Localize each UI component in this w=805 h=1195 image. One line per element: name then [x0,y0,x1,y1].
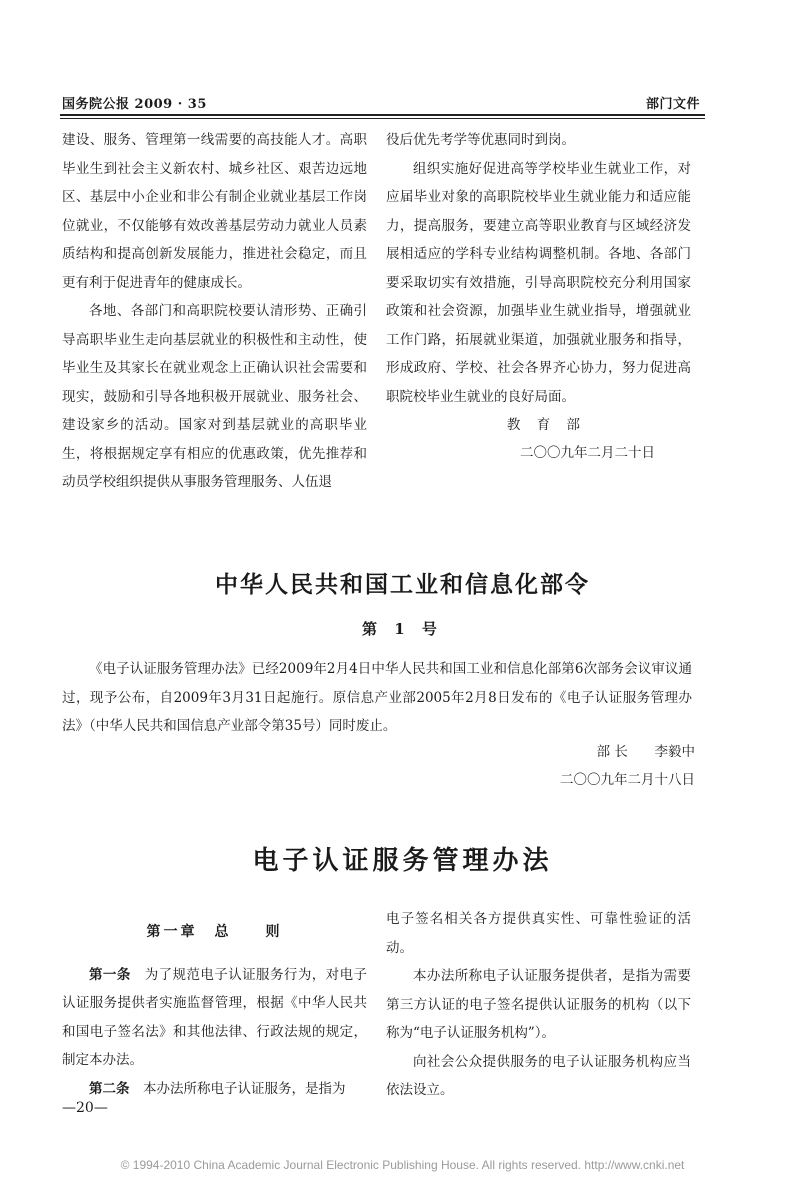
prev-paragraph: 建设、服务、管理第一线需要的高技能人才。高职毕业生到社会主义新农村、城乡社区、艰苦边远地区、基层中小企业和非公有制企业就业基层工作岗位就业，不仅能够有效改善基层劳动力就业人员素质结构和提高创新发展能力，推进社会稳定，而且更有利于促进青年的健康成长。 [62,132,367,291]
prev-sign-date: 二〇〇九年二月二十日 [520,445,655,461]
article-1 [62,961,367,1075]
order-number: 第 1 号 [362,620,443,638]
header-rule [60,114,705,116]
order-text: 《电子认证服务管理办法》已经2009年2月4日中华人民共和国工业和信息化部第6次部务会议审议通过，现予公布，自2009年3月31日起施行。原信息产业部2005年2月8日发布的《电子认证服务管理办法》（中华人民共和国信息产业部令第35号）同时废止。 [62,661,692,734]
order-title: 中华人民共和国工业和信息化部令 [215,571,590,598]
order-body [62,655,692,741]
law-title: 电子认证服务管理办法 [252,846,553,876]
order-sign-name: 李毅中 [654,744,695,760]
prev-left-column [62,126,367,497]
order-signature [395,738,695,794]
law-left-column [62,918,367,1103]
order-signer [395,738,695,766]
law-right-column [386,905,691,1105]
running-header-left: 国务院公报 2009 · 35 [62,97,207,112]
copyright-footer: © 1994-2010 China Academic Journal Electronic Publishing House. All rights reserved. http://www.cnki.net [120,1158,685,1172]
prev-sign-org: 教 育 部 [506,417,586,433]
article-text: 为了规范电子认证服务行为，对电子认证服务提供者实施监督管理，根据《中华人民共和国电子签名法》和其他法律、行政法规的规定，制定本办法。 [62,966,368,1068]
article-label: 第二条 [89,1080,130,1097]
prev-paragraph: 役后优先考学等优惠同时到岗。 [386,132,575,148]
article-continuation: 电子签名相关各方提供真实性、可靠性验证的活动。 [386,911,691,956]
article-text: 本办法所称电子认证服务，是指为 [143,1080,346,1097]
running-header-right: 部门文件 [645,97,700,112]
law-paragraph: 本办法所称电子认证服务提供者，是指为需要第三方认证的电子签名提供认证服务的机构（以下称为“电子认证服务机构”）。 [386,968,691,1041]
prev-paragraph: 各地、各部门和高职院校要认清形势、正确引导高职毕业生走向基层就业的积极性和主动性，使毕业生及其家长在就业观念上正确认识社会需要和现实，鼓励和引导各地积极开展就业、服务社会、建设家乡的活动。国家对到基层就业的高职毕业生，将根据规定享有相应的优惠政策，优先推荐和动员学校组织提供从事服务管理服务、人伍退 [62,303,367,490]
page-number: —20— [62,1100,108,1116]
law-paragraph: 向社会公众提供服务的电子认证服务机构应当依法设立。 [386,1053,691,1098]
article-label: 第一条 [89,966,131,983]
order-sign-title: 部 长 [596,744,628,760]
prev-right-column [386,126,691,467]
header-rule-thin [60,118,705,119]
chapter-heading: 第一章 总 则 [146,924,283,940]
article-2 [62,1075,367,1104]
prev-paragraph: 组织实施好促进高等学校毕业生就业工作，对应届毕业对象的高职院校毕业生就业能力和适应能力，提高服务，要建立高等职业教育与区域经济发展相适应的学科专业结构调整机制。各地、各部门要采取切实有效措施，引导高职院校充分利用国家政策和社会资源，加强毕业生就业指导，增强就业工作门路，拓展就业渠道，加强就业服务和指导，形成政府、学校、社会各界齐心协力，努力促进高职院校毕业生就业的良好局面。 [386,160,691,405]
order-sign-date: 二〇〇九年二月十八日 [560,772,695,788]
